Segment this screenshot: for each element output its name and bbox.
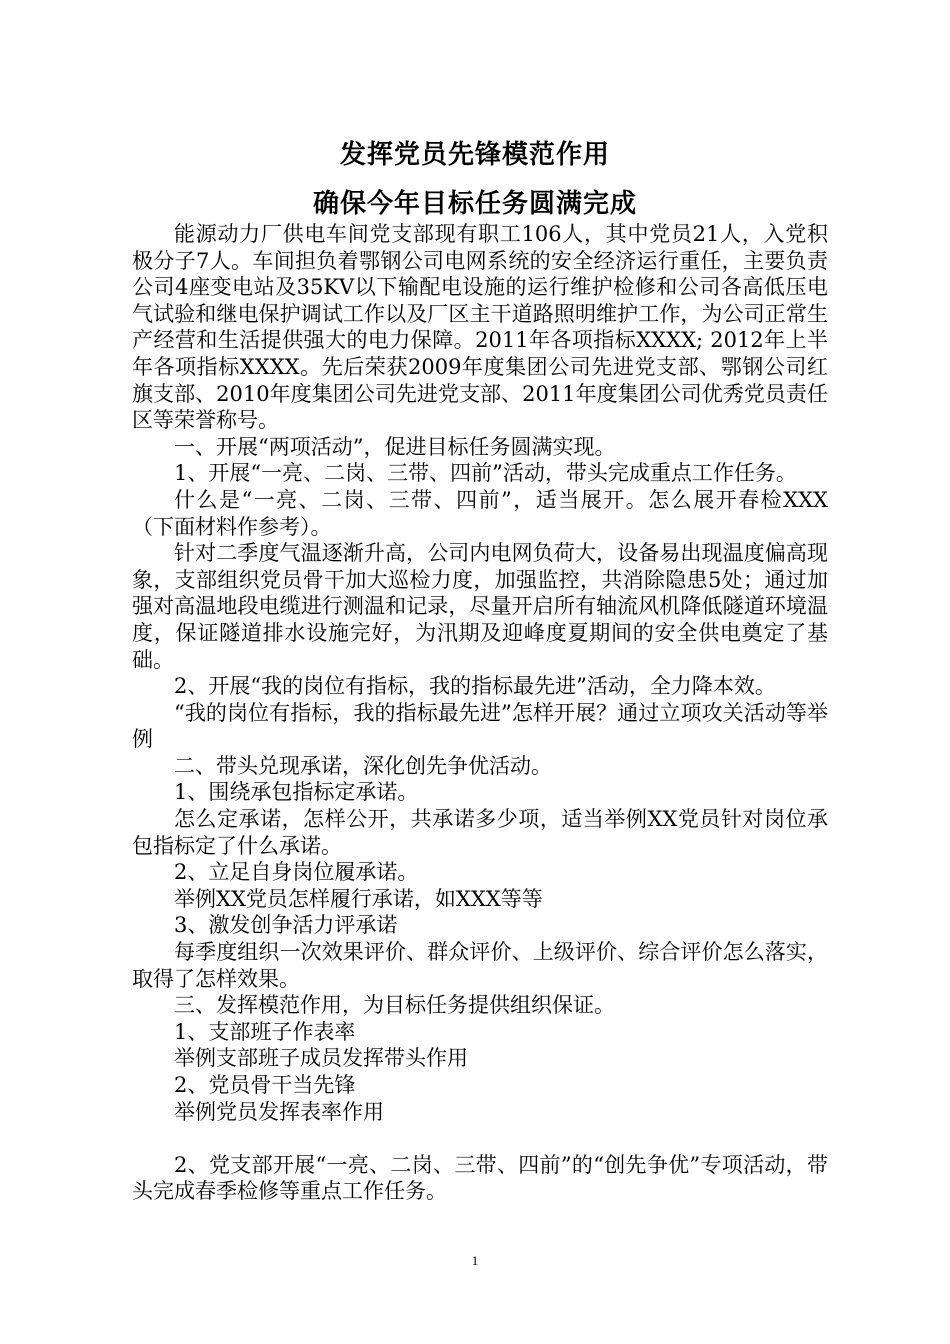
subheading-2-3: 3、激发创争活力评承诺 [174, 913, 398, 938]
subheading-1-2: 2、开展“我的岗位有指标，我的指标最先进”活动，全力降本效。 [174, 674, 776, 699]
subheading-1-1: 1、开展“一亮、二岗、三带、四前”活动，带头完成重点工作任务。 [174, 461, 797, 486]
document-body [132, 221, 828, 1205]
paragraph: 举例支部班子成员发挥带头作用 [174, 1046, 468, 1071]
paragraph: 举例XX党员怎样履行承诺，如XXX等等 [174, 886, 543, 911]
subheading-3-1: 1、支部班子作表率 [174, 1019, 356, 1044]
paragraph-closing: 2、党支部开展“一亮、二岗、三带、四前”的“创先争优”专项活动，带头完成春季检修等重点工作任务。 [132, 1152, 828, 1204]
paragraph: “我的岗位有指标，我的指标最先进”怎样开展？通过立项攻关活动等举例 [132, 700, 828, 752]
heading-section-1: 一、开展“两项活动”，促进目标任务圆满实现。 [174, 434, 616, 459]
paragraph: 针对二季度气温逐渐升高，公司内电网负荷大，设备易出现温度偏高现象，支部组织党员骨干加大巡检力度，加强监控，共消除隐患5处；通过加强对高温地段电缆进行测温和记录，尽量开启所有轴流风机降低隧道环境温度，保证隧道排水设施完好，为汛期及迎峰度夏期间的安全供电奠定了基础。 [132, 541, 828, 672]
paragraph: 怎么定承诺，怎样公开，共承诺多少项，适当举例XX党员针对岗位承包指标定了什么承诺。 [132, 807, 828, 858]
heading-section-3: 三、发挥模范作用，为目标任务提供组织保证。 [174, 993, 615, 1018]
paragraph-intro: 能源动力厂供电车间党支部现有职工106人，其中党员21人，入党积极分子7人。车间担负着鄂钢公司电网系统的安全经济运行重任，主要负责公司4座变电站及35KV以下输配电设施的运行维护检修和公司各高低压电气试验和继电保护调试工作以及厂区主干道路照明维护工作，为公司正常生产经营和生活提供强大的电力保障。2011年各项指标XXXX; 2012年上半年各项指标XXXX。先后荣获2009年度集团公司先进党支部、鄂钢公司红旗支部、2010年度集团公司先进党支部、2011年度集团公司优秀党员责任区等荣誉称号。 [132, 222, 828, 433]
paragraph: 每季度组织一次效果评价、群众评价、上级评价、综合评价怎么落实，取得了怎样效果。 [132, 940, 828, 991]
subheading-2-1: 1、围绕承包指标定承诺。 [174, 780, 419, 805]
title-line-2: 确保今年目标任务圆满完成 [312, 189, 637, 219]
title-line-1: 发挥党员先锋模范作用 [339, 140, 610, 170]
subheading-2-2: 2、立足自身岗位履承诺。 [174, 860, 419, 885]
page-number: 1 [471, 1253, 479, 1268]
subheading-3-2: 2、党员骨干当先锋 [174, 1073, 356, 1097]
heading-section-2: 二、带头兑现承诺，深化创先争优活动。 [174, 753, 552, 778]
paragraph: 举例党员发挥表率作用 [174, 1099, 384, 1124]
paragraph: 什么是“一亮、二岗、三带、四前”，适当展开。怎么展开春检XXX（下面材料作参考）。 [132, 487, 828, 539]
